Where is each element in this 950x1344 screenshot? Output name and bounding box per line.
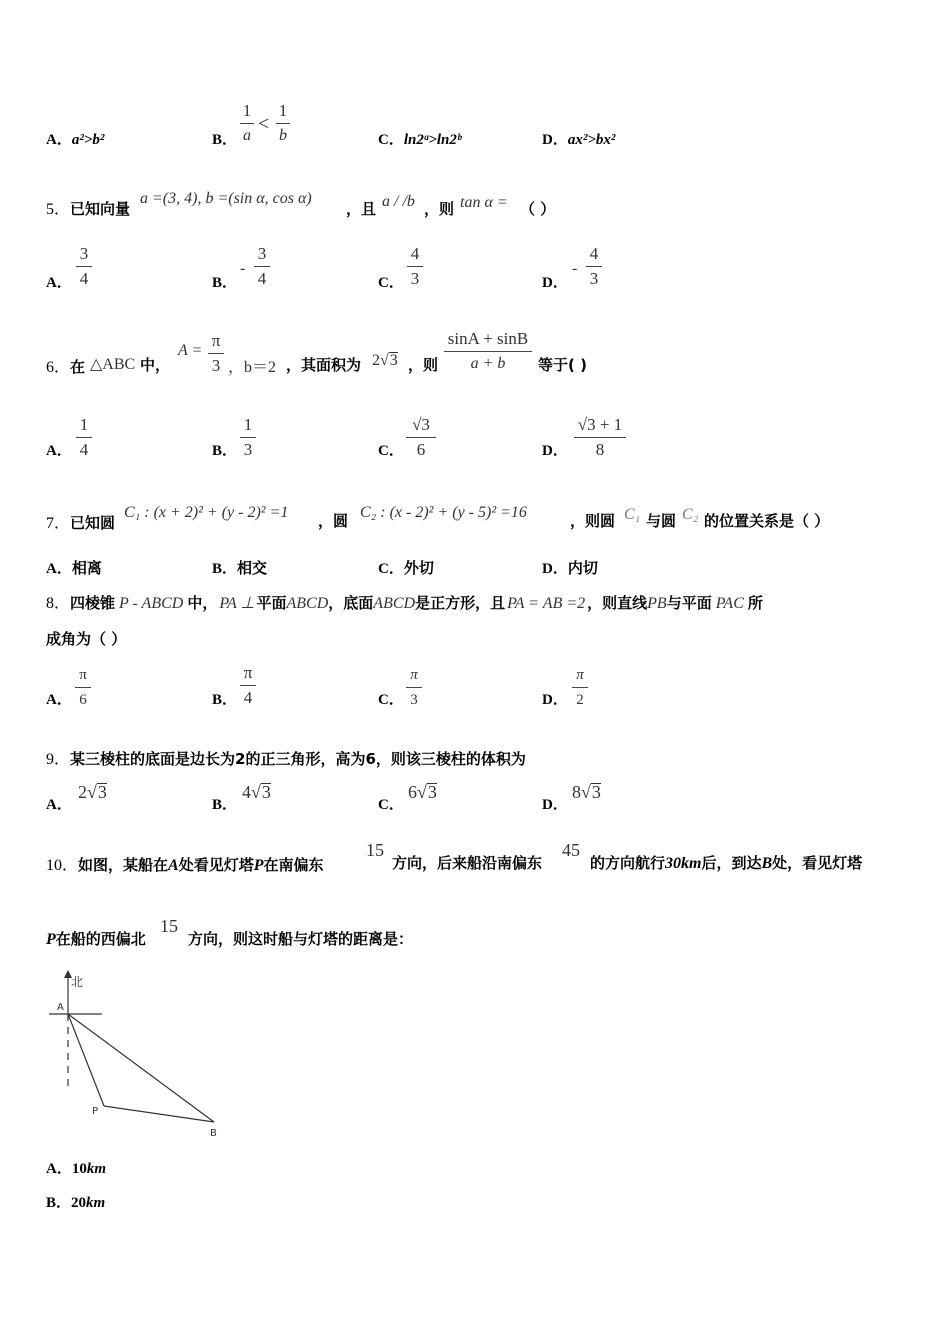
denominator: 6 [79,692,87,708]
option-label: B． [212,692,238,708]
q10-seg: 处，看见灯塔 [772,854,863,872]
option-value: 10 [71,1161,87,1177]
denominator: 3 [211,356,221,375]
question-number: 6． [46,359,71,376]
option-label: B． [212,561,238,577]
option-text: ln2ᵃ>ln2ᵇ [403,132,462,148]
q6-b-eq: ，b＝2 [228,359,277,376]
q10-distance: 30km [665,855,702,872]
option-label: C． [378,692,404,708]
radicand: 3 [261,782,271,802]
q6-triangle: △ABC [90,356,136,373]
option-text: 外切 [403,559,434,577]
q7-option-b[interactable] [212,557,267,578]
option-text: a²>b² [71,132,105,148]
q8-seg: 是正方形，且 [415,594,506,612]
option-value: 20 [71,1195,87,1211]
option-label: D． [542,132,568,148]
option-unit: km [86,1161,107,1177]
numerator: π [79,667,87,683]
question-number: 5． [46,201,71,218]
q8-option-c[interactable] [378,688,404,709]
denominator: 4 [257,269,267,288]
q10-seg: 在南偏东 [263,856,324,874]
option-label: B． [46,1195,72,1211]
point-label-B: B [210,1128,217,1139]
numerator: 1 [243,415,253,434]
q8-a-frac [75,664,91,711]
q4-option-d[interactable] [542,128,615,149]
q4-option-c[interactable] [378,128,461,149]
radicand: 3 [427,782,437,802]
q9-c-value: 6√3 [408,782,437,802]
q4-b-frac-left [240,100,254,147]
q9-b-value: 4√3 [242,782,271,802]
numerator: π [243,663,253,682]
q9-text: 某三棱柱的底面是边长为2的正三角形，高为6，则该三棱柱的体积为 [70,750,526,768]
less-than-sign: < [258,113,270,135]
q7-option-d[interactable] [542,557,598,578]
q5-parallel: a / /b [382,193,415,210]
numerator: 3 [79,244,89,263]
minus-sign: - [572,260,578,277]
denominator: 3 [410,269,420,288]
q6-prefix: 在 [70,358,86,376]
option-label: A． [46,132,72,148]
q6-option-c[interactable] [378,439,404,460]
q7-and: 与圆 [646,512,677,530]
q10-seg: 如图，某船在 [78,856,169,874]
q10-seg: 在船的西偏北 [55,930,146,948]
q4-option-a[interactable] [46,128,104,149]
q6-tail: 等于( ) [538,356,587,374]
q7-circle-1: C₁ : (x + 2)² + (y - 2)² =1 [124,504,289,521]
q6-mid1: 中， [140,356,171,374]
q8-line-1 [46,590,763,613]
denominator: 3 [410,692,418,708]
option-label: A． [46,275,72,291]
option-label: D． [542,275,568,291]
option-label: A． [46,797,72,813]
q7-option-c[interactable] [378,557,434,578]
q6-option-d[interactable] [542,439,568,460]
option-unit: km [86,1195,106,1211]
coefficient: 4 [242,782,251,802]
option-label: D． [542,561,568,577]
q9-a-value: 2√3 [78,782,107,802]
numerator: sinA + sinB [447,329,529,348]
q8-seg: ，则直线 [587,594,648,612]
denominator: a + b [470,355,506,372]
q10-option-b[interactable] [46,1191,105,1212]
q8-b-frac [240,662,256,709]
q6-b-frac [240,414,256,461]
q5-vectors: a =(3, 4), b =(sin α, cos α) [140,190,312,207]
radicand: 3 [97,782,107,802]
option-label: D． [542,443,568,459]
q9-stem [46,746,526,769]
numerator: π [410,667,418,683]
q7-tail: 的位置关系是（ ） [704,512,830,530]
denominator: 4 [243,688,253,707]
option-label: C． [378,275,404,291]
option-label: A． [46,443,72,459]
q10-point-B: B [761,855,773,872]
q10-point-P: P [46,931,56,948]
q4-b-frac-right [276,100,290,147]
q5-b-frac [254,243,270,290]
denominator: 6 [416,440,426,459]
question-number: 7． [46,515,71,532]
coefficient: 8 [572,782,581,802]
q6-option-b[interactable] [212,439,237,460]
q10-deg-3: 15 [160,916,178,936]
segment-PB [104,1106,214,1122]
option-label: C． [378,561,404,577]
q8-seg: PA = AB =2 [507,595,586,612]
q8-option-a[interactable] [46,688,72,709]
q8-seg: ABCD [373,595,416,612]
q8-seg: 与平面 [666,594,712,612]
q6-area-value: 2√3 [372,352,398,369]
option-label: C． [378,797,404,813]
q7-stem [46,510,115,533]
q5-option-b[interactable] [212,271,237,292]
point-label-A: A [57,1002,64,1013]
q5-tail: （ ） [520,200,556,218]
q5-d-frac [586,243,602,290]
q10-line-2 [46,928,146,949]
numerator: π [576,667,584,683]
north-label: 北 [71,975,84,989]
q6-stem [46,354,85,377]
q10-option-a[interactable] [46,1157,106,1178]
q7-c2-name: C₂ [682,506,699,523]
q5-prefix: 已知向量 [70,200,131,218]
option-text: 内切 [567,559,598,577]
q5-mid: ，且 [346,200,377,218]
q5-option-a[interactable] [46,271,72,292]
q7-prefix: 已知圆 [70,514,116,532]
q5-option-d[interactable] [542,271,568,292]
numerator: 1 [242,101,252,120]
q6-option-a[interactable] [46,439,72,460]
question-number: 10． [46,857,79,874]
q9-option-d[interactable] [542,793,568,814]
coefficient: 2 [78,782,87,802]
numerator: 4 [589,244,599,263]
coefficient: 2 [372,352,380,369]
option-text: ax²>bx² [567,132,616,148]
q9-option-b[interactable] [212,793,237,814]
q8-d-frac [572,664,588,711]
option-label: A． [46,692,72,708]
q8-seg: 平面 [256,594,287,612]
numerator: 1 [278,101,288,120]
q8-seg: ABCD [286,595,329,612]
segment-AB [68,1014,214,1122]
q5-stem [46,196,130,219]
q7-c1-name: C₁ [624,506,641,523]
q10-seg: 后，到达 [701,854,762,872]
q10-seg: 的方向航行 [590,854,666,872]
q9-option-a[interactable] [46,793,72,814]
option-label: B． [212,797,238,813]
denominator: a [243,127,251,144]
q10-figure [44,966,234,1142]
q7-mid: ，圆 [318,512,349,530]
denominator: 4 [79,269,89,288]
q7-then: ，则圆 [570,512,616,530]
q7-circle-2: C₂ : (x - 2)² + (y - 5)² =16 [360,504,527,521]
q8-seg: ，底面 [328,594,374,612]
radicand: 3 [389,352,398,369]
q8-seg: PA ⊥ [219,595,255,612]
q10-line-1-tail [590,852,862,873]
q6-area-text: ，其面积为 [286,356,362,374]
numerator: 3 [257,244,267,263]
denominator: 2 [576,692,584,708]
option-label: C． [378,443,404,459]
q10-deg-2: 45 [562,840,580,860]
q9-option-c[interactable] [378,793,404,814]
q8-c-frac [406,664,422,711]
numerator: π [211,331,221,350]
radicand: 3 [591,782,601,802]
q5-expr: tan α = [460,194,508,211]
q8-seg: 四棱锥 [70,594,116,612]
numerator: 4 [410,244,420,263]
q6-then: ，则 [408,356,439,374]
option-text: 相交 [237,559,268,577]
point-label-P: P [92,1106,99,1117]
option-label: D． [542,692,568,708]
question-number: 8． [46,595,71,612]
q6-expression [444,328,532,375]
q6-c-frac [406,414,436,461]
q5-option-c[interactable] [378,271,404,292]
option-label: C． [378,132,404,148]
q5-c-frac [407,243,423,290]
q10-point-A: A [168,857,179,874]
option-label: A． [46,561,72,577]
denominator: 8 [595,440,605,459]
option-label: B． [212,132,238,148]
option-label: A． [46,1161,72,1177]
minus-sign: - [240,260,246,277]
q10-point-P: P [253,857,264,874]
numerator: √3 [412,415,430,434]
q8-seg: PAC [715,595,744,612]
q5-a-frac [76,243,92,290]
denominator: b [279,127,287,144]
denominator: 3 [243,440,253,459]
coefficient: 6 [408,782,417,802]
q10-seg: 处看见灯塔 [178,856,254,874]
q5-then: ，则 [424,200,455,218]
numerator: 1 [79,415,89,434]
q6-d-frac [574,414,626,461]
q8-option-d[interactable] [542,688,568,709]
q7-option-a[interactable] [46,557,102,578]
q8-option-b[interactable] [212,688,237,709]
q6-a-frac [76,414,92,461]
q8-seg: 中， [187,594,218,612]
denominator: 4 [79,440,89,459]
q10-line-1 [46,852,324,875]
option-label: B． [212,275,238,291]
q10-seg: 方向，后来船沿南偏东 [392,854,543,872]
q8-line-2: 成角为（ ） [46,630,127,648]
q9-d-value: 8√3 [572,782,601,802]
q6-A-frac [208,330,224,377]
q8-seg: P - ABCD [119,595,184,612]
option-text: 相离 [71,559,102,577]
q8-seg: 所 [747,594,763,612]
option-label: B． [212,443,238,459]
q10-deg-1: 15 [366,840,384,860]
q6-A-lhs: A = [178,342,203,359]
numerator: √3 + 1 [577,415,623,434]
denominator: 3 [589,269,599,288]
question-number: 9． [46,751,71,768]
q10-seg: 方向，则这时船与灯塔的距离是： [188,930,414,948]
q8-seg: PB [647,595,667,612]
option-label: D． [542,797,568,813]
q4-option-b[interactable] [212,128,237,149]
